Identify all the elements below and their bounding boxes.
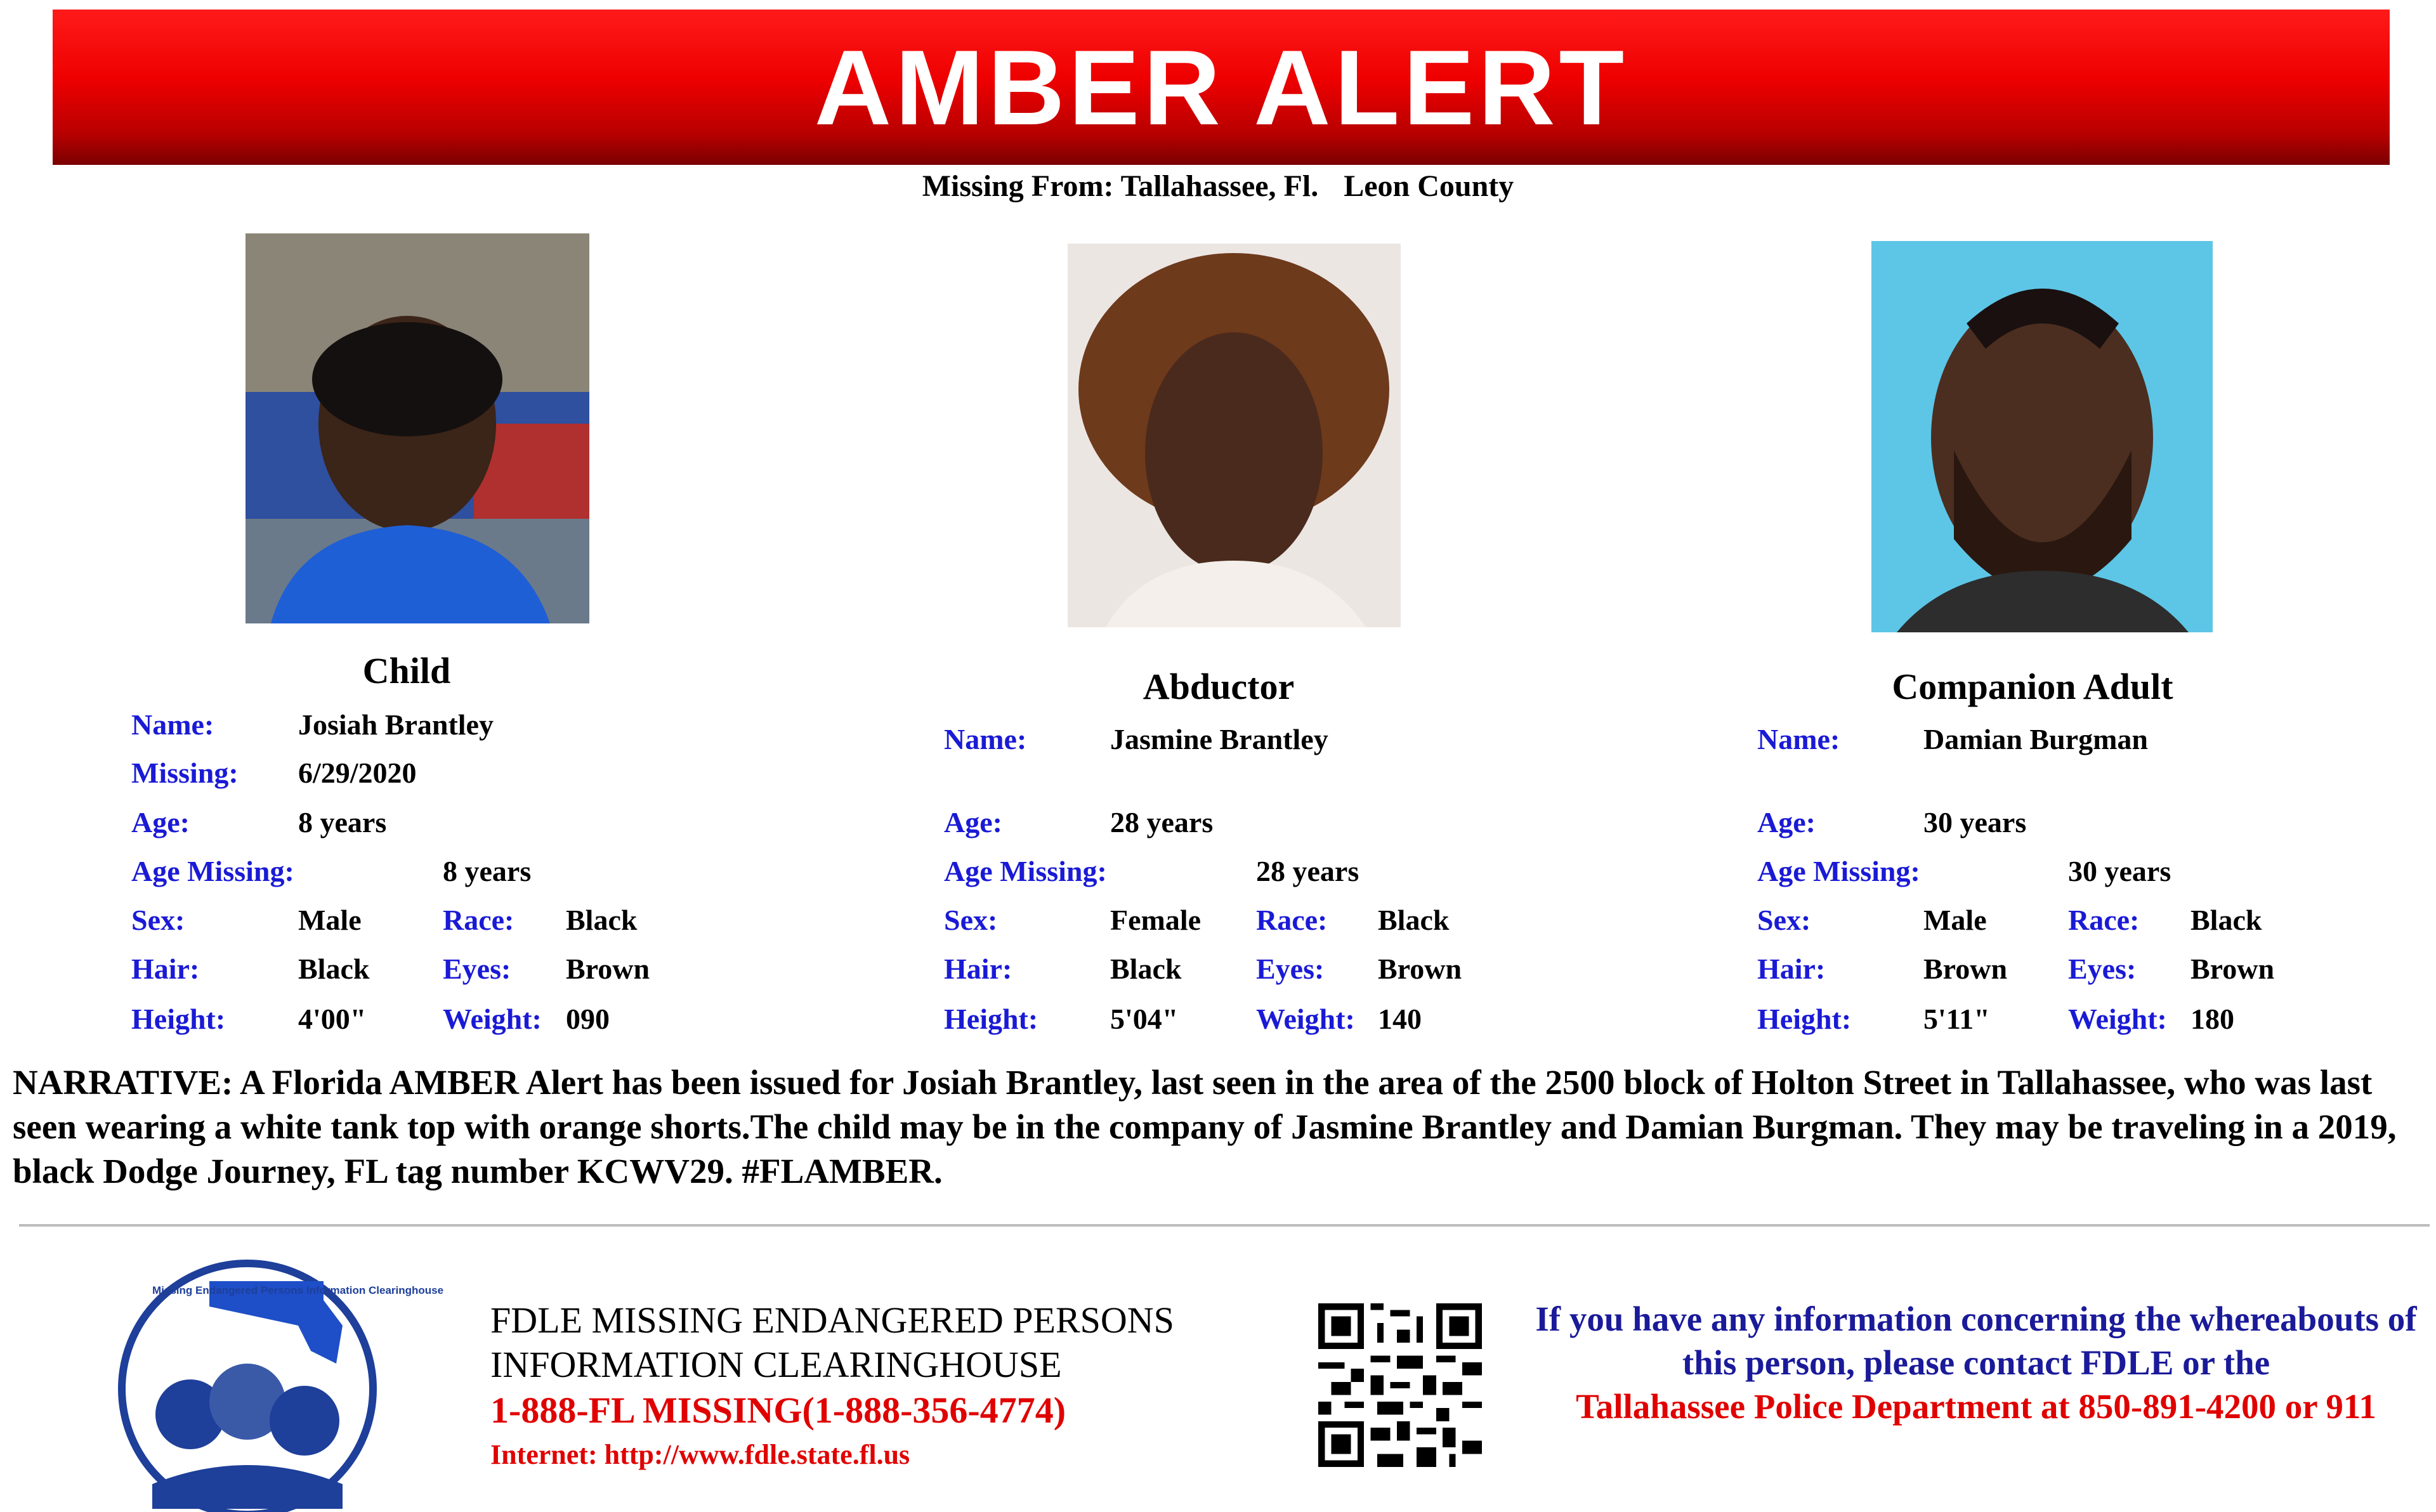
missing-location: Missing From: Tallahassee, Fl. [922, 169, 1319, 203]
companion-sex: Male [1923, 904, 1987, 936]
org-line-2: INFORMATION CLEARINGHOUSE [490, 1344, 1062, 1385]
companion-height-label: Height: [1757, 1003, 1852, 1035]
child-eyes-label: Eyes: [443, 953, 511, 985]
companion-age-missing: 30 years [2068, 855, 2171, 887]
child-race-label: Race: [443, 904, 514, 936]
child-race: Black [566, 904, 638, 936]
companion-eyes-label: Eyes: [2068, 953, 2137, 985]
abductor-age-missing: 28 years [1256, 855, 1359, 887]
contact-text: If you have any information concerning the whereabouts of this person, please contact FDLE or the [1535, 1300, 2417, 1382]
companion-race-label: Race: [2068, 904, 2140, 936]
abductor-race: Black [1378, 904, 1450, 936]
abductor-weight: 140 [1378, 1003, 1422, 1035]
internet-link[interactable]: Internet: http://www.fdle.state.fl.us [490, 1439, 910, 1470]
logo-text: Missing Endangered Persons Information Clearinghouse [152, 1284, 444, 1296]
child-name-label: Name: [131, 708, 214, 741]
hotline-phone: 1-888-FL MISSING(1-888-356-4774) [490, 1390, 1066, 1431]
companion-heading: Companion Adult [1892, 666, 2173, 707]
narrative-text: NARRATIVE: A Florida AMBER Alert has been issued for Josiah Brantley, last seen in the area of the 2500 block of Holton Street in Tallahassee, who was last seen wearing a white tank top with orange shorts.The child may be in the company of Jasmine Brantley and Damian Burgman. They may be traveling in a 2019, black Dodge Journey, FL tag number KCWV29. #FLAMBER. [13, 1063, 2397, 1190]
companion-race: Black [2190, 904, 2262, 936]
child-age-missing: 8 years [443, 855, 532, 887]
companion-weight: 180 [2190, 1003, 2234, 1035]
abductor-photo [1068, 244, 1401, 627]
companion-height: 5'11" [1923, 1003, 1990, 1035]
companion-hair: Brown [1923, 953, 2008, 985]
child-missing-label: Missing: [131, 757, 239, 789]
abductor-height: 5'04" [1110, 1003, 1179, 1035]
abductor-hair: Black [1110, 953, 1182, 985]
child-heading: Child [362, 650, 451, 691]
abductor-sex-label: Sex: [944, 904, 998, 936]
divider [19, 1224, 2430, 1227]
abductor-name: Jasmine Brantley [1110, 723, 1328, 755]
abductor-age-label: Age: [944, 806, 1002, 838]
abductor-age-missing-label: Age Missing: [944, 855, 1107, 887]
child-weight: 090 [566, 1003, 610, 1035]
companion-name-label: Name: [1757, 723, 1840, 755]
qr-code-icon[interactable] [1318, 1303, 1482, 1467]
child-age: 8 years [298, 806, 387, 838]
abductor-name-label: Name: [944, 723, 1027, 755]
florida-map-logo-icon [114, 1256, 444, 1509]
child-hair-label: Hair: [131, 953, 200, 985]
companion-name: Damian Burgman [1923, 723, 2148, 755]
child-hair: Black [298, 953, 370, 985]
abductor-age: 28 years [1110, 806, 1214, 838]
child-age-missing-label: Age Missing: [131, 855, 294, 887]
alert-banner [53, 10, 2390, 165]
companion-eyes: Brown [2190, 953, 2275, 985]
child-age-label: Age: [131, 806, 190, 838]
contact-block [1516, 1297, 2436, 1428]
abductor-hair-label: Hair: [944, 953, 1012, 985]
org-line-1: FDLE MISSING ENDANGERED PERSONS [490, 1300, 1174, 1341]
companion-sex-label: Sex: [1757, 904, 1811, 936]
abductor-eyes: Brown [1378, 953, 1462, 985]
child-height-label: Height: [131, 1003, 226, 1035]
abductor-sex: Female [1110, 904, 1202, 936]
abductor-weight-label: Weight: [1256, 1003, 1355, 1035]
contact-agency: Tallahassee Police Department at 850-891-4200 or 911 [1576, 1387, 2376, 1426]
companion-hair-label: Hair: [1757, 953, 1826, 985]
abductor-heading: Abductor [1143, 666, 1295, 707]
child-eyes: Brown [566, 953, 650, 985]
abductor-height-label: Height: [944, 1003, 1038, 1035]
abductor-eyes-label: Eyes: [1256, 953, 1325, 985]
child-height: 4'00" [298, 1003, 367, 1035]
child-missing-date: 6/29/2020 [298, 757, 417, 789]
missing-from-line [0, 169, 2436, 204]
banner-title: AMBER ALERT [814, 27, 1628, 147]
child-name: Josiah Brantley [298, 708, 494, 741]
abductor-race-label: Race: [1256, 904, 1328, 936]
companion-weight-label: Weight: [2068, 1003, 2167, 1035]
companion-age-label: Age: [1757, 806, 1816, 838]
child-sex-label: Sex: [131, 904, 185, 936]
companion-age: 30 years [1923, 806, 2027, 838]
companion-photo [1871, 241, 2213, 632]
child-photo [246, 233, 589, 623]
missing-county: Leon County [1344, 169, 1514, 203]
child-weight-label: Weight: [443, 1003, 542, 1035]
companion-age-missing-label: Age Missing: [1757, 855, 1920, 887]
child-sex: Male [298, 904, 362, 936]
